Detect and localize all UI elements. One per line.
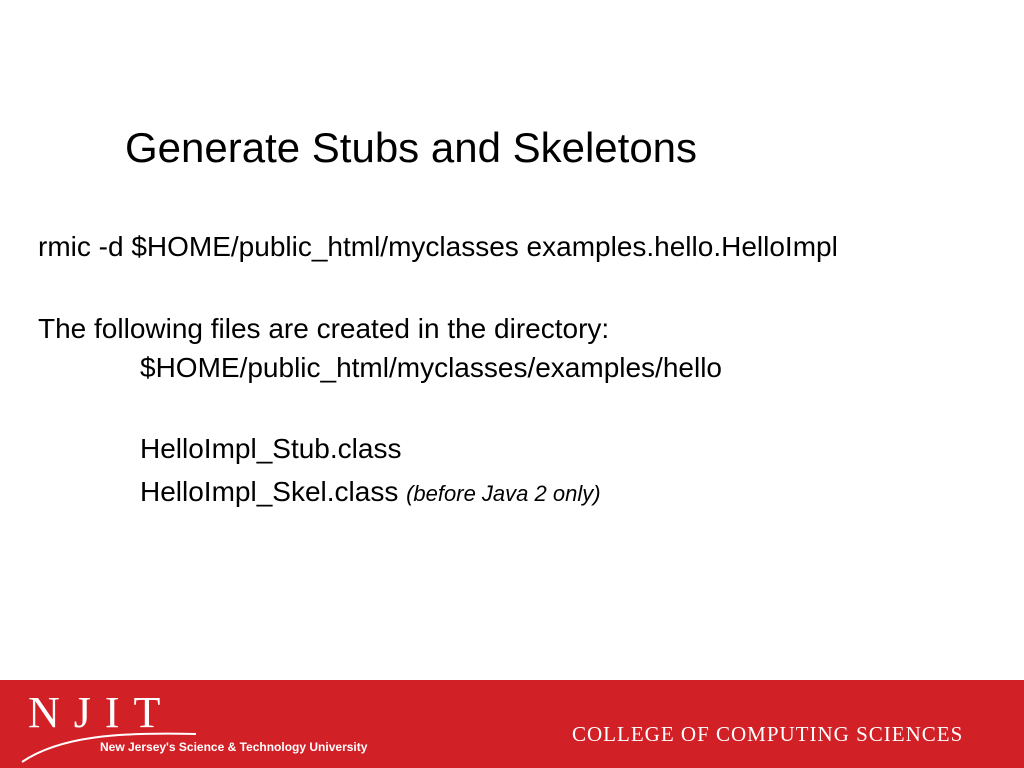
stub-class-file: HelloImpl_Stub.class — [140, 433, 402, 464]
rmic-command: rmic -d $HOME/public_html/myclasses examples.hello.HelloImpl — [38, 231, 838, 262]
footer-bar — [0, 680, 1024, 768]
njit-tagline: New Jersey's Science & Technology University — [100, 740, 368, 754]
skel-class-note: (before Java 2 only) — [406, 481, 601, 506]
skel-class-file: HelloImpl_Skel.class — [140, 476, 399, 507]
njit-logo — [20, 688, 380, 764]
college-name: COLLEGE OF COMPUTING SCIENCES — [572, 722, 964, 746]
output-directory: $HOME/public_html/myclasses/examples/hello — [140, 352, 722, 383]
files-created-text: The following files are created in the directory: — [38, 313, 610, 344]
slide-title: Generate Stubs and Skeletons — [125, 124, 698, 171]
njit-logo-letters: NJIT — [28, 688, 175, 737]
skel-class-line — [140, 475, 601, 511]
